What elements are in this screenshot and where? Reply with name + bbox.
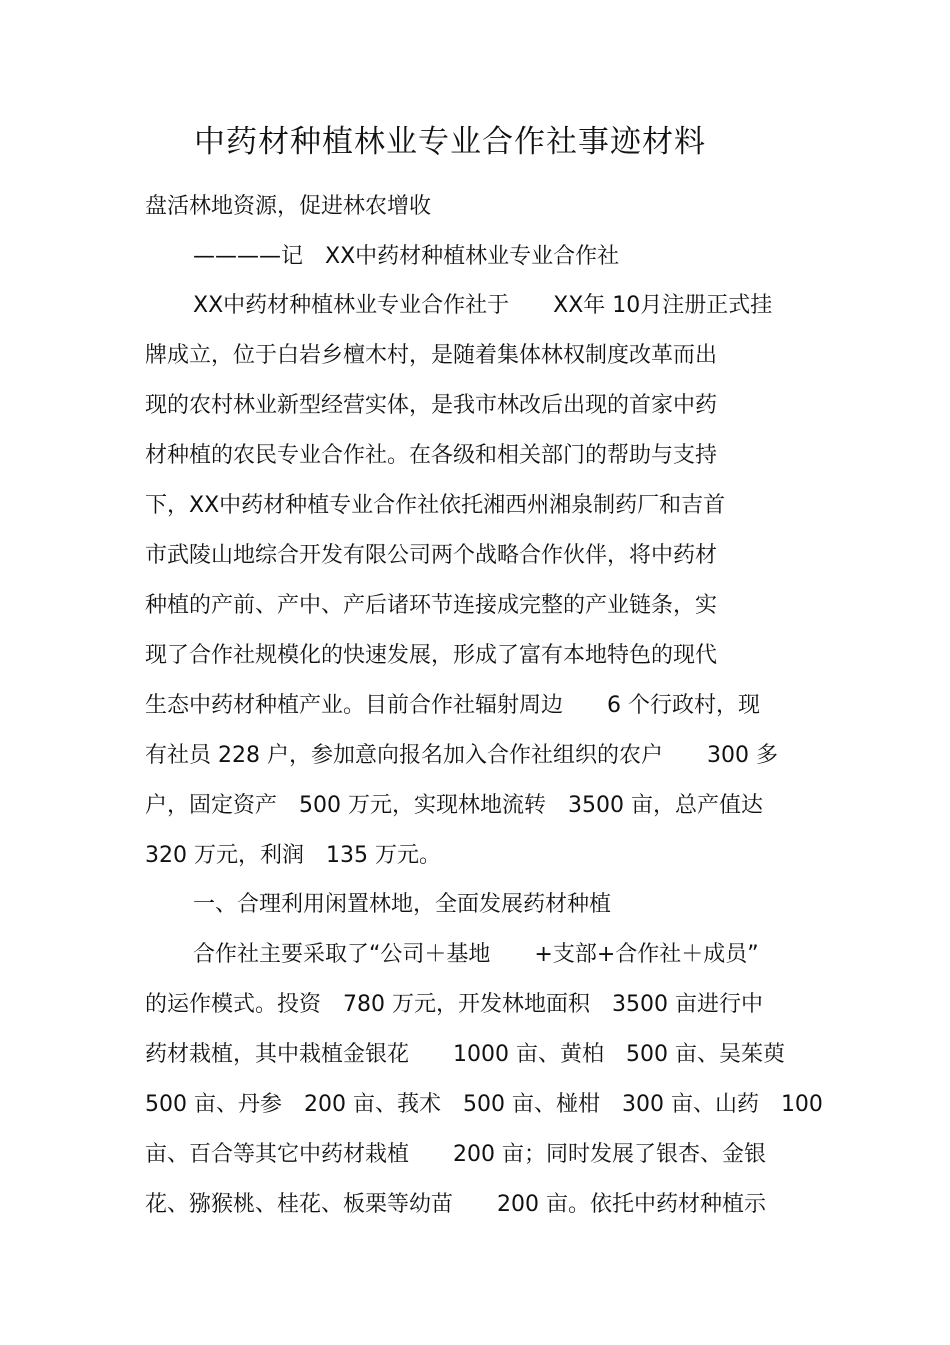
paragraph-line: 的运作模式。投资 780 万元，开发林地面积 3500 亩进行中	[145, 992, 763, 1017]
paragraph-line: 亩、百合等其它中药材栽植 200 亩；同时发展了银杏、金银	[145, 1142, 766, 1167]
paragraph-line: 320 万元，利润 135 万元。	[145, 843, 441, 868]
paragraph-line: 500 亩、丹参 200 亩、莪术 500 亩、椪柑 300 亩、山药 100	[145, 1092, 823, 1117]
document-title: 中药材种植林业专业合作社事迹材料	[194, 124, 706, 160]
paragraph-line: 现的农村林业新型经营实体，是我市林改后出现的首家中药	[145, 393, 718, 418]
paragraph-line: 户，固定资产 500 万元，实现林地流转 3500 亩，总产值达	[145, 793, 763, 818]
paragraph-line: 牌成立，位于白岩乡檀木村，是随着集体林权制度改革而出	[145, 343, 718, 368]
section-heading: 一、合理利用闲置林地，全面发展药材种植	[193, 892, 612, 917]
paragraph-line: 现了合作社规模化的快速发展，形成了富有本地特色的现代	[145, 643, 718, 668]
document-subtitle: 盘活林地资源，促进林农增收	[145, 194, 432, 219]
paragraph-line: 下，XX中药材种植专业合作社依托湘西州湘泉制药厂和吉首	[145, 493, 726, 518]
paragraph-line: 生态中药材种植产业。目前合作社辐射周边 6 个行政村，现	[145, 693, 760, 718]
document-byline: ————记 XX中药材种植林业专业合作社	[193, 244, 620, 269]
paragraph-line: 种植的产前、产中、产后诸环节连接成完整的产业链条，实	[145, 593, 718, 618]
paragraph-line: 材种植的农民专业合作社。在各级和相关部门的帮助与支持	[145, 443, 718, 468]
paragraph-line: XX中药材种植林业专业合作社于 XX年 10月注册正式挂	[193, 293, 773, 318]
paragraph-line: 合作社主要采取了“公司＋基地 +支部+合作社＋成员”	[193, 942, 759, 967]
paragraph-line: 市武陵山地综合开发有限公司两个战略合作伙伴，将中药材	[145, 543, 718, 568]
paragraph-line: 有社员 228 户，参加意向报名加入合作社组织的农户 300 多	[145, 743, 778, 768]
paragraph-line: 药材栽植，其中栽植金银花 1000 亩、黄柏 500 亩、吴茱萸	[145, 1042, 785, 1067]
paragraph-line: 花、猕猴桃、桂花、板栗等幼苗 200 亩。依托中药材种植示	[145, 1192, 766, 1217]
